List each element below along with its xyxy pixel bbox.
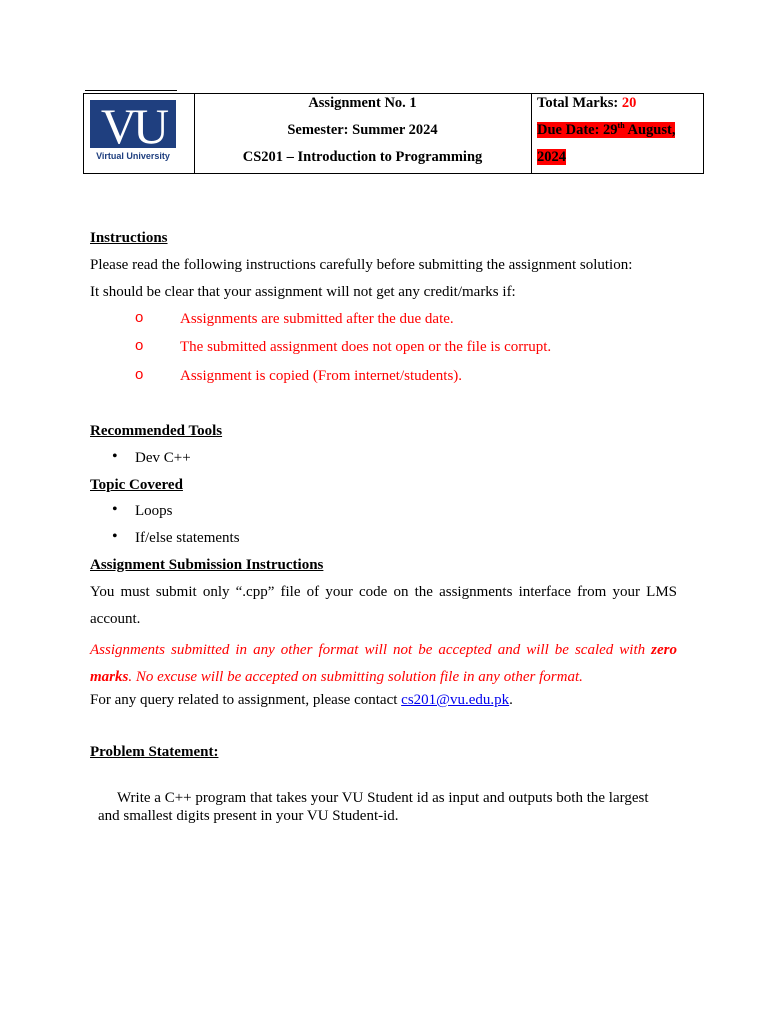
bullet-o-icon: o <box>135 309 144 326</box>
due-date-prefix: Due Date: 29 <box>537 122 618 138</box>
due-date <box>537 122 675 139</box>
due-date-suffix: August, <box>624 122 676 138</box>
instructions-line1: Please read the following instructions carefully before submitting the assignment solution: <box>90 257 633 273</box>
topic-item: Loops <box>135 503 173 519</box>
problem-line1: Write a C++ program that takes your VU Student id as input and outputs both the largest <box>117 790 649 806</box>
instructions-heading: Instructions <box>90 230 168 246</box>
due-date-year <box>537 149 566 166</box>
due-date-year-text: 2024 <box>537 149 566 165</box>
marks-cell <box>531 94 703 173</box>
title-cell <box>194 94 532 173</box>
topic-item: If/else statements <box>135 530 240 546</box>
instruction-item: Assignments are submitted after the due date. <box>180 311 454 327</box>
instruction-item: The submitted assignment does not open or the file is corrupt. <box>180 339 552 355</box>
bullet-o-icon: o <box>135 366 144 383</box>
bullet-dot-icon: • <box>112 448 118 465</box>
due-date-sup: th <box>617 121 625 130</box>
logo-abbr: VU <box>100 100 166 154</box>
topics-heading: Topic Covered <box>90 477 183 493</box>
assignment-header-table <box>83 93 704 174</box>
submission-para-line1: You must submit only “.cpp” file of your code on the assignments interface from your LMS <box>90 584 677 600</box>
bullet-o-icon: o <box>135 337 144 354</box>
submission-para-line2: account. <box>90 611 141 627</box>
total-marks-value: 20 <box>621 95 637 111</box>
instruction-item: Assignment is copied (From internet/students). <box>180 368 463 384</box>
problem-heading: Problem Statement: <box>90 744 219 760</box>
contact-prefix: For any query related to assignment, please contact <box>90 692 402 708</box>
semester: Semester: Summer 2024 <box>287 122 438 138</box>
vu-logo-icon <box>90 100 178 162</box>
contact-suffix: . <box>509 692 513 708</box>
submission-warning <box>90 637 677 691</box>
contact-email-link[interactable]: cs201@vu.edu.pk <box>401 692 510 708</box>
warning-text-b: . No excuse will be accepted on submitting solution file in any other format. <box>128 669 583 685</box>
instructions-line2: It should be clear that your assignment will not get any credit/marks if: <box>90 284 516 300</box>
problem-line2: and smallest digits present in your VU Student-id. <box>98 808 399 824</box>
warning-bold-zero: zero <box>651 642 677 658</box>
warning-text-a: Assignments submitted in any other format will not be accepted and will be scaled with <box>90 642 652 658</box>
logo-name: Virtual University <box>96 151 170 161</box>
total-marks <box>537 95 636 112</box>
tool-item: Dev C++ <box>135 450 191 466</box>
bullet-dot-icon: • <box>112 528 118 545</box>
warning-bold-marks: marks <box>90 669 129 685</box>
contact-line <box>90 691 513 709</box>
submission-heading: Assignment Submission Instructions <box>90 557 324 573</box>
logo-cell <box>84 94 195 173</box>
assignment-number: Assignment No. 1 <box>308 95 417 111</box>
tools-heading: Recommended Tools <box>90 423 223 439</box>
bullet-dot-icon: • <box>112 501 118 518</box>
course-title: CS201 – Introduction to Programming <box>242 149 483 165</box>
total-marks-label: Total Marks: <box>537 95 622 111</box>
